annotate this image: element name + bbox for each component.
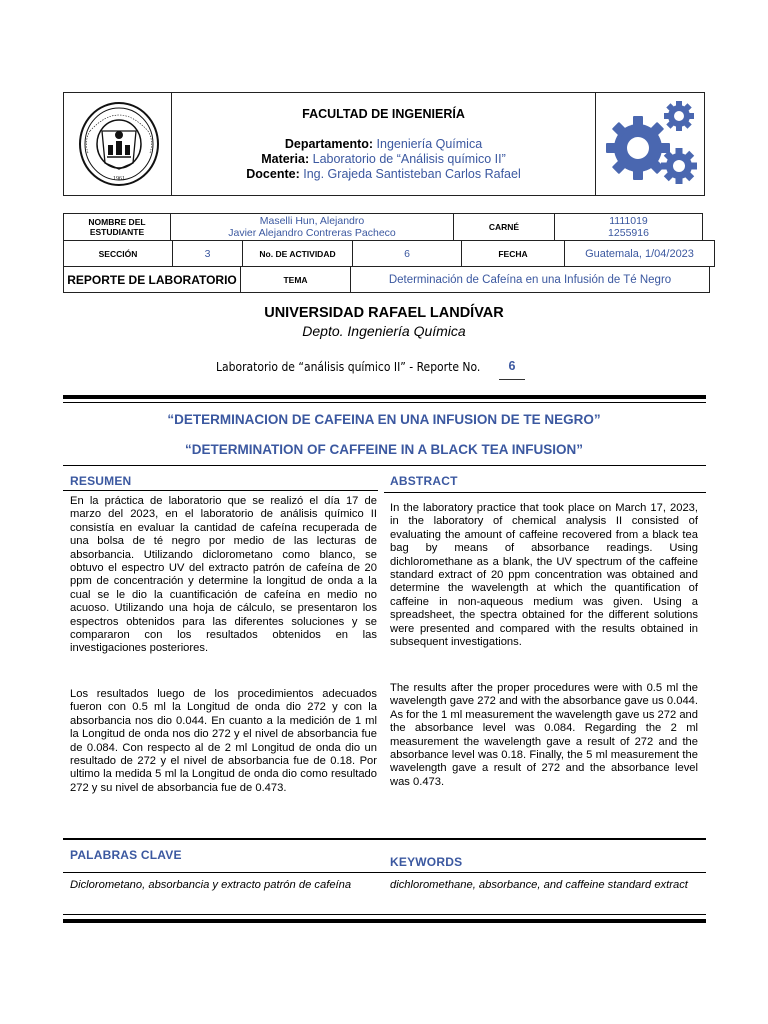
- department-value: Ingeniería Química: [376, 137, 483, 151]
- svg-text:1961: 1961: [113, 176, 125, 182]
- keywords-es-text: Diclorometano, absorbancia y extracto patrón de cafeína: [70, 879, 352, 891]
- section-rule: [63, 490, 378, 491]
- subject-label: Materia:: [261, 152, 310, 166]
- section-table: [63, 240, 715, 267]
- subject-value: Laboratorio de “Análisis químico II”: [312, 152, 506, 166]
- date-value: Guatemala, 1/04/2023: [565, 241, 715, 267]
- resumen-heading: RESUMEN: [70, 474, 132, 488]
- abstract-heading: ABSTRACT: [390, 474, 458, 488]
- divider-rule: [63, 914, 706, 915]
- university-seal-logo: [78, 101, 160, 187]
- department-label: Departamento:: [284, 137, 374, 151]
- activity-value: 6: [353, 241, 462, 267]
- abstract-paragraph-1: In the laboratory practice that took place on March 17, 2023, in the laboratory of chemical analysis II consisted of evaluating the amount of caffeine recovered from a black tea bag by means of absorbance readings. Using dichloromethane as a blank, the UV spectrum of the caffeine standard extract of 20 ppm concentration was obtained and determine the wavelength at which the quantification of caffeine in non-aqueous medium was given. Using a spreadsheet, the spectra obtained for the different solutions were presented and compared with the results obtained in subsequent investigations.: [390, 502, 698, 649]
- topic-value: Determinación de Cafeína en una Infusión de Té Negro: [351, 267, 710, 293]
- carne-number: 1111019: [609, 215, 648, 227]
- subject-line: [172, 152, 595, 166]
- carne-cell: [555, 214, 703, 241]
- student-names-cell: [171, 214, 454, 241]
- divider-rule: [63, 402, 706, 403]
- faculty-title: FACULTAD DE INGENIERÍA: [302, 107, 465, 121]
- resumen-paragraph-1: En la práctica de laboratorio que se realizó el día 17 de marzo del 2023, en el laboratorio de análisis químico II consistía en evaluar la cantidad de cafeína recuperada de una bolsa de té negro por medio de las lecturas de absorbancia. Utilizando diclorometano como blanco, se obtuvo el espectro UV del extracto patrón de cafeína de 20 ppm de concentración y determine la longitud de onda a la cual se le dio la cuantificación de cafeína en medio no acuoso. Utilizando una hoja de cálculo, se presentaron los espectros obtenidos para las diferentes soluciones y se compararon con los resultados obtenidos en las investigaciones posteriores.: [70, 495, 377, 655]
- carne-label: CARNÉ: [454, 214, 555, 241]
- report-line-text: Laboratorio de “análisis químico II” - Reporte No.: [216, 360, 481, 374]
- divider-rule: [63, 919, 706, 923]
- activity-label: No. DE ACTIVIDAD: [243, 241, 353, 267]
- keywords-es-heading: PALABRAS CLAVE: [70, 848, 182, 862]
- section-label: SECCIÓN: [64, 241, 173, 267]
- student-name: Maselli Hun, Alejandro: [259, 215, 365, 227]
- header-box: [63, 92, 705, 196]
- student-name-label: NOMBRE DEL ESTUDIANTE: [64, 214, 171, 241]
- report-number-line: [216, 360, 480, 374]
- carne-number: 1255916: [608, 227, 649, 239]
- report-label: REPORTE DE LABORATORIO: [64, 267, 241, 293]
- keywords-en-heading: KEYWORDS: [390, 855, 463, 869]
- abstract-paragraph-2: The results after the proper procedures were with 0.5 ml the wavelength gave 272 and with the absorbance gave us 0.044. As for the 1 ml measurement the wavelength gave us 272 and the absorbance level was 0.084. Regarding the 2 ml measurement the wavelength gave a result of 272 and the absorbance level was 0.18. Finally, the 5 ml measurement the wavelength gave a result of 272 and the absorbance level was 0.473.: [390, 682, 698, 788]
- teacher-line: [172, 167, 595, 181]
- report-table: [63, 266, 710, 293]
- section-rule: [384, 492, 706, 493]
- divider-rule: [63, 872, 706, 873]
- student-info-table: [63, 213, 703, 241]
- student-name: Javier Alejandro Contreras Pacheco: [228, 227, 396, 239]
- divider-rule: [63, 395, 706, 399]
- keywords-en-text: dichloromethane, absorbance, and caffeine standard extract: [390, 879, 688, 891]
- university-name: UNIVERSIDAD RAFAEL LANDÍVAR: [264, 305, 504, 321]
- topic-label: TEMA: [241, 267, 351, 293]
- title-spanish: “DETERMINACION DE CAFEINA EN UNA INFUSION DE TE NEGRO”: [167, 412, 601, 427]
- gears-icon: [604, 98, 698, 190]
- divider-rule: [63, 465, 706, 466]
- section-value: 3: [173, 241, 243, 267]
- university-department: Depto. Ingeniería Química: [302, 323, 466, 339]
- header-divider: [595, 93, 596, 195]
- date-label: FECHA: [462, 241, 565, 267]
- department-line: [172, 137, 595, 151]
- report-number: 6: [499, 359, 525, 380]
- title-english: “DETERMINATION OF CAFFEINE IN A BLACK TEA INFUSION”: [185, 442, 583, 457]
- resumen-paragraph-2: Los resultados luego de los procedimientos adecuados fueron con 0.5 ml la Longitud de onda dio 272 y con la absorbancia nos dio 0.044. En cuanto a la medición de 1 ml la Longitud de onda nos dio 272 y el nivel de absorbancia fue de 0.084. Con respecto al de 2 ml Longitud de onda dio un resultado de 272 y el nivel de absorbancia fue de 0.18. Por ultimo la medida 5 ml la Longitud de onda dio como resultado 272 y su nivel de absorbancia fue de 0.473.: [70, 688, 377, 794]
- teacher-label: Docente:: [246, 167, 300, 181]
- teacher-value: Ing. Grajeda Santisteban Carlos Rafael: [303, 167, 521, 181]
- divider-rule: [63, 838, 706, 840]
